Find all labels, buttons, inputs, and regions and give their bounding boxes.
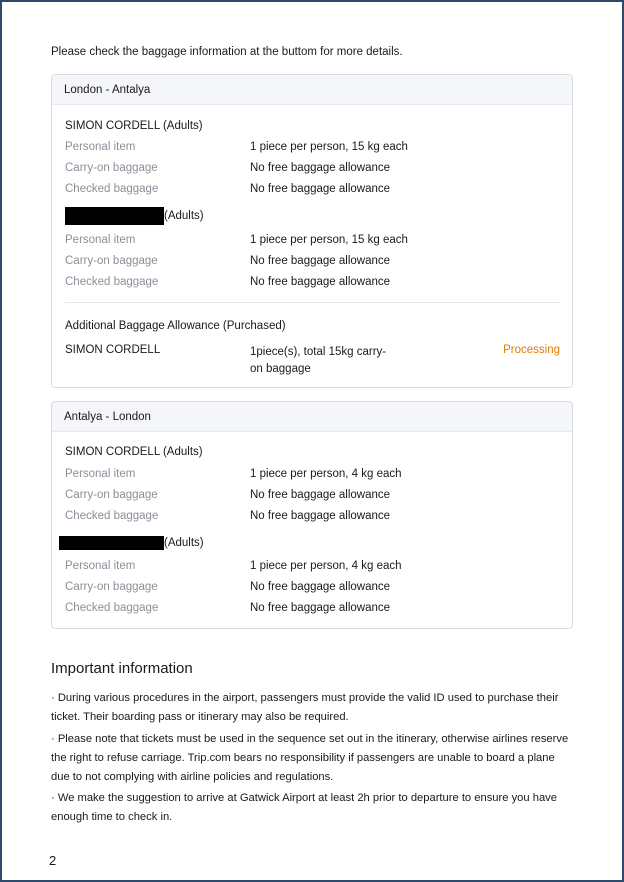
personal-item-label: Personal item: [65, 141, 136, 153]
info-paragraph: · During various procedures in the airport, passengers must provide the valid ID used to purchase their ticket. Their boarding pass or itinerary may also be required.: [51, 692, 559, 723]
checked-row: [65, 276, 560, 292]
info-paragraph: · We make the suggestion to arrive at Gatwick Airport at least 2h prior to departure to ensure you have enough time to check in.: [51, 792, 557, 823]
carry-on-value: No free baggage allowance: [250, 255, 391, 267]
additional-baggage-detail: [250, 344, 386, 378]
passenger-type: (Adults): [164, 537, 204, 550]
checked-value: No free baggage allowance: [250, 510, 391, 522]
checked-row: [65, 183, 560, 199]
status-badge: Processing: [503, 344, 560, 356]
carry-on-label: Carry-on baggage: [65, 255, 158, 267]
route-header: Antalya - London: [52, 402, 572, 432]
passenger-name: SIMON CORDELL (Adults): [65, 120, 203, 132]
checked-label: Checked baggage: [65, 183, 159, 195]
personal-item-row: [65, 141, 560, 157]
personal-item-value: 1 piece per person, 4 kg each: [250, 468, 402, 480]
personal-item-value: 1 piece per person, 4 kg each: [250, 560, 402, 572]
divider: [65, 302, 560, 303]
detail-line: on baggage: [250, 363, 311, 375]
carry-on-value: No free baggage allowance: [250, 162, 391, 174]
checked-row: [65, 602, 560, 618]
carry-on-label: Carry-on baggage: [65, 489, 158, 501]
carry-on-row: [65, 489, 560, 505]
additional-passenger-name: SIMON CORDELL: [65, 344, 161, 356]
checked-value: No free baggage allowance: [250, 183, 391, 195]
carry-on-row: [65, 581, 560, 597]
redaction-block: [59, 536, 164, 550]
checked-label: Checked baggage: [65, 276, 159, 288]
checked-row: [65, 510, 560, 526]
info-paragraph: · Please note that tickets must be used in the sequence set out in the itinerary, otherwise airlines reserve the right to refuse carriage. Trip.com bears no responsibility if passengers are unable to board a plane due to not complying with airline policies and regulations.: [51, 733, 569, 783]
personal-item-label: Personal item: [65, 560, 136, 572]
personal-item-value: 1 piece per person, 15 kg each: [250, 141, 408, 153]
carry-on-label: Carry-on baggage: [65, 162, 158, 174]
route-header: London - Antalya: [52, 75, 572, 105]
personal-item-row: [65, 560, 560, 576]
checked-value: No free baggage allowance: [250, 276, 391, 288]
additional-baggage-title: Additional Baggage Allowance (Purchased): [65, 320, 286, 332]
checked-label: Checked baggage: [65, 510, 159, 522]
important-info-heading: Important information: [51, 660, 193, 677]
page-number: 2: [49, 853, 57, 868]
personal-item-row: [65, 234, 560, 250]
carry-on-value: No free baggage allowance: [250, 489, 391, 501]
redacted-passenger-name: [59, 536, 204, 550]
return-baggage-card: [51, 401, 573, 629]
personal-item-row: [65, 468, 560, 484]
passenger-name: SIMON CORDELL (Adults): [65, 446, 203, 458]
checked-label: Checked baggage: [65, 602, 159, 614]
personal-item-value: 1 piece per person, 15 kg each: [250, 234, 408, 246]
detail-line: 1piece(s), total 15kg carry-: [250, 346, 387, 358]
carry-on-row: [65, 255, 560, 271]
intro-text: Please check the baggage information at the buttom for more details.: [51, 46, 403, 58]
checked-value: No free baggage allowance: [250, 602, 391, 614]
redacted-passenger-name: [65, 207, 204, 225]
carry-on-row: [65, 162, 560, 178]
carry-on-label: Carry-on baggage: [65, 581, 158, 593]
personal-item-label: Personal item: [65, 468, 136, 480]
personal-item-label: Personal item: [65, 234, 136, 246]
outbound-baggage-card: [51, 74, 573, 388]
redaction-block: [65, 207, 164, 225]
passenger-type: (Adults): [164, 210, 204, 223]
carry-on-value: No free baggage allowance: [250, 581, 391, 593]
